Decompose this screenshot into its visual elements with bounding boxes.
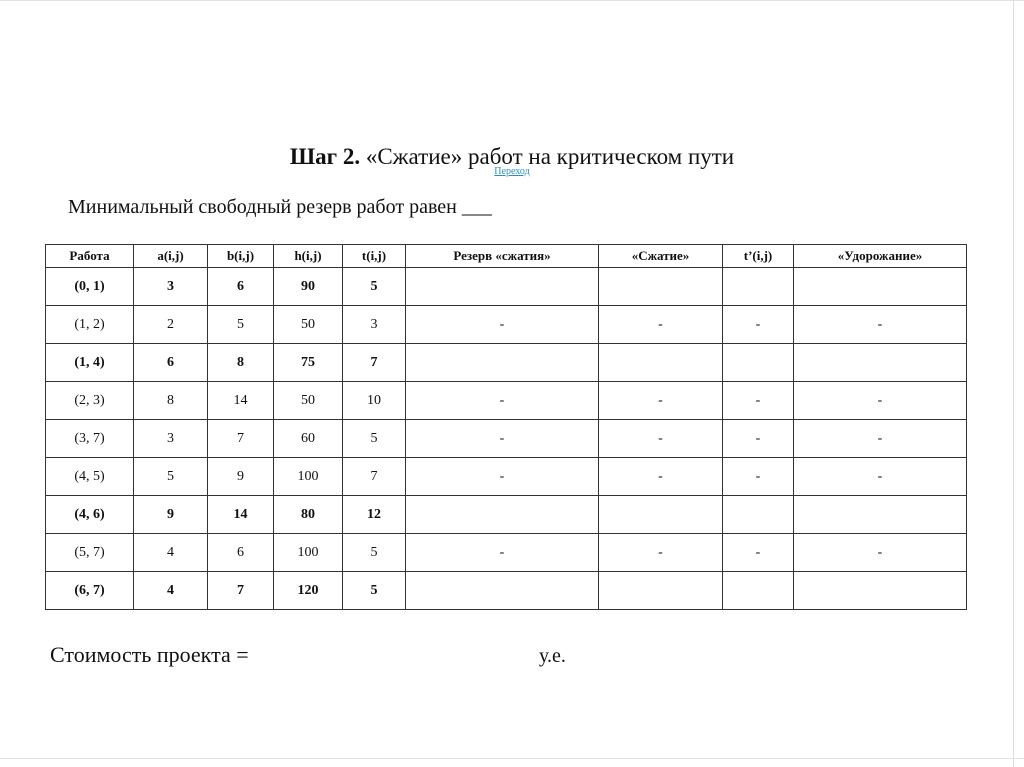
table-cell: 7 (343, 344, 406, 382)
table-row (46, 420, 967, 458)
table-cell[interactable]: - (723, 534, 794, 572)
title-step: Шаг 2. (289, 144, 361, 169)
table-cell: 5 (343, 268, 406, 306)
table-row (46, 344, 967, 382)
table-cell[interactable]: - (794, 382, 967, 420)
header-cell: Работа (46, 245, 134, 268)
table-cell[interactable] (794, 344, 967, 382)
header-cell: b(i,j) (208, 245, 274, 268)
table-cell[interactable] (723, 344, 794, 382)
table-cell: 8 (208, 344, 274, 382)
title-text: «Сжатие» работ на критическом пути (365, 144, 735, 169)
table-cell[interactable]: - (599, 534, 723, 572)
job-cell: (2, 3) (46, 382, 134, 420)
table-cell[interactable] (723, 496, 794, 534)
header-cell: t’(i,j) (723, 245, 794, 268)
table-body (46, 268, 967, 610)
table-cell[interactable] (406, 572, 599, 610)
table-cell: 6 (208, 534, 274, 572)
table-cell: 4 (134, 572, 208, 610)
table-row (46, 496, 967, 534)
table-cell: 100 (274, 458, 343, 496)
slide-bottom-border (0, 758, 1024, 759)
header-cell: a(i,j) (134, 245, 208, 268)
table-cell[interactable]: - (599, 420, 723, 458)
table-cell: 5 (134, 458, 208, 496)
table-row (46, 572, 967, 610)
table-cell: 10 (343, 382, 406, 420)
table-cell: 7 (208, 572, 274, 610)
cost-unit-label: у.е. (539, 645, 566, 667)
job-cell: (3, 7) (46, 420, 134, 458)
table-row (46, 382, 967, 420)
table-cell[interactable] (406, 268, 599, 306)
table-cell[interactable] (794, 496, 967, 534)
table-cell: 9 (208, 458, 274, 496)
table-cell: 4 (134, 534, 208, 572)
table-cell[interactable]: - (723, 382, 794, 420)
table-cell: 5 (343, 534, 406, 572)
header-cell: h(i,j) (274, 245, 343, 268)
table-row (46, 534, 967, 572)
table-cell: 8 (134, 382, 208, 420)
slide-right-border (1013, 0, 1014, 767)
table-cell[interactable]: - (599, 458, 723, 496)
table-cell: 9 (134, 496, 208, 534)
job-cell: (1, 2) (46, 306, 134, 344)
table-cell: 75 (274, 344, 343, 382)
table-cell: 50 (274, 306, 343, 344)
table-cell[interactable]: - (406, 458, 599, 496)
table-cell: 7 (343, 458, 406, 496)
table-cell: 100 (274, 534, 343, 572)
header-cell: Резерв «сжатия» (406, 245, 599, 268)
job-cell: (4, 5) (46, 458, 134, 496)
job-cell: (0, 1) (46, 268, 134, 306)
compression-table (45, 244, 967, 610)
table-cell: 3 (343, 306, 406, 344)
table-cell: 6 (134, 344, 208, 382)
table-cell[interactable]: - (794, 306, 967, 344)
table-cell[interactable]: - (599, 306, 723, 344)
header-cell: «Сжатие» (599, 245, 723, 268)
table-cell: 120 (274, 572, 343, 610)
header-cell: «Удорожание» (794, 245, 967, 268)
table-header-row (46, 245, 967, 268)
job-cell: (5, 7) (46, 534, 134, 572)
table-cell[interactable]: - (599, 382, 723, 420)
table-cell: 5 (208, 306, 274, 344)
slide-top-border (0, 0, 1024, 1)
table-cell: 7 (208, 420, 274, 458)
transition-link[interactable]: Переход (494, 166, 530, 177)
table-cell: 14 (208, 496, 274, 534)
table-cell[interactable] (599, 344, 723, 382)
table-cell: 50 (274, 382, 343, 420)
table-cell: 80 (274, 496, 343, 534)
table-cell[interactable] (794, 268, 967, 306)
job-cell: (1, 4) (46, 344, 134, 382)
header-cell: t(i,j) (343, 245, 406, 268)
table-cell: 3 (134, 420, 208, 458)
table-cell[interactable]: - (794, 534, 967, 572)
job-cell: (4, 6) (46, 496, 134, 534)
table-cell[interactable]: - (723, 458, 794, 496)
table-cell: 14 (208, 382, 274, 420)
table-cell[interactable]: - (794, 458, 967, 496)
table-cell[interactable]: - (406, 382, 599, 420)
job-cell: (6, 7) (46, 572, 134, 610)
table-cell: 12 (343, 496, 406, 534)
table-cell[interactable] (599, 572, 723, 610)
table-cell[interactable] (406, 344, 599, 382)
table-cell[interactable] (723, 572, 794, 610)
table-cell[interactable]: - (406, 306, 599, 344)
table-cell[interactable]: - (406, 420, 599, 458)
table-cell: 5 (343, 572, 406, 610)
table-row (46, 458, 967, 496)
table-cell[interactable]: - (723, 306, 794, 344)
table-cell[interactable]: - (794, 420, 967, 458)
table-cell: 6 (208, 268, 274, 306)
table-cell: 60 (274, 420, 343, 458)
table-cell: 2 (134, 306, 208, 344)
table-row (46, 306, 967, 344)
table-cell[interactable] (723, 268, 794, 306)
table-cell: 3 (134, 268, 208, 306)
table-cell[interactable] (794, 572, 967, 610)
table-cell[interactable]: - (723, 420, 794, 458)
project-cost-label: Стоимость проекта = (50, 642, 249, 667)
table-cell[interactable] (599, 496, 723, 534)
min-reserve-text: Минимальный свободный резерв работ равен ___ (68, 196, 492, 218)
table-cell[interactable] (599, 268, 723, 306)
table-row (46, 268, 967, 306)
table-cell[interactable] (406, 496, 599, 534)
table-cell: 5 (343, 420, 406, 458)
table-cell: 90 (274, 268, 343, 306)
table-cell[interactable]: - (406, 534, 599, 572)
